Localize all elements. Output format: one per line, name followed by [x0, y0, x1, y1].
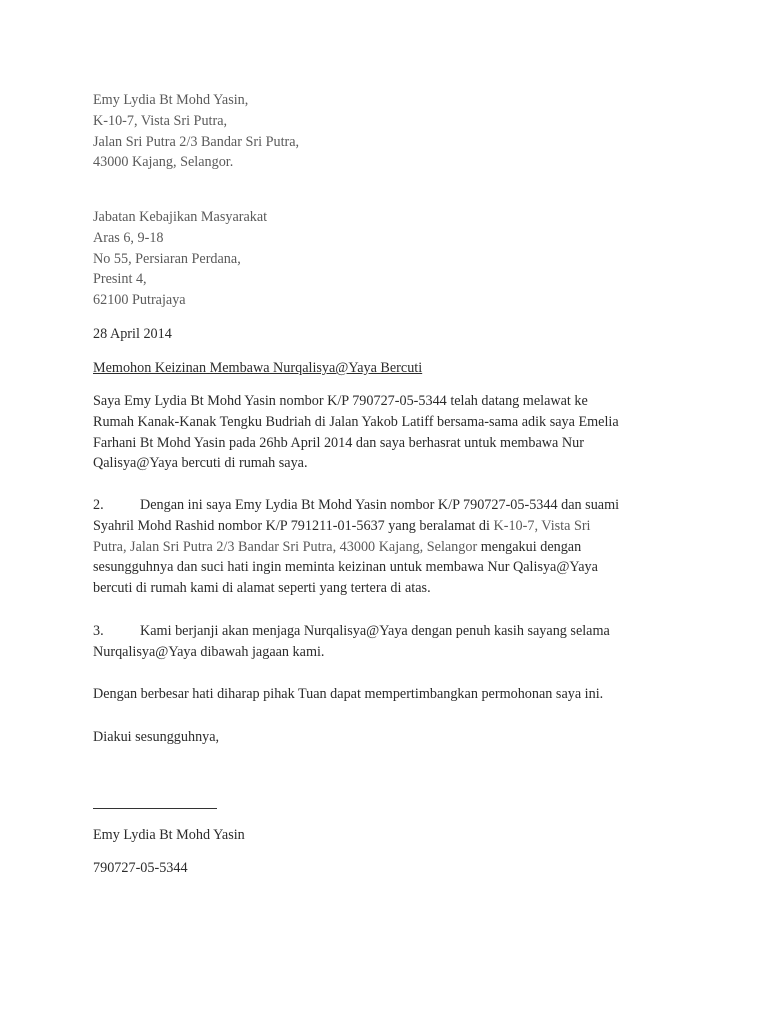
paragraph-line: Nurqalisya@Yaya dibawah jagaan kami.	[93, 643, 325, 660]
signature-ic-text: 790727-05-5344	[93, 860, 188, 876]
paragraph-line: bercuti di rumah kami di alamat seperti yang tertera di atas.	[93, 580, 431, 597]
paragraph-line: Dengan ini saya Emy Lydia Bt Mohd Yasin nombor K/P 790727-05-5344 dan suami	[140, 497, 620, 513]
paragraph-line: Rumah Kanak-Kanak Tengku Budriah di Jalan Yakob Latiff bersama-sama adik saya Emelia	[93, 413, 619, 430]
paragraph-1	[93, 391, 683, 474]
signature-ic	[93, 858, 683, 879]
paragraph-3	[93, 621, 683, 663]
paragraph-line: Saya Emy Lydia Bt Mohd Yasin nombor K/P 790727-05-5344 telah datang melawat ke	[93, 393, 588, 409]
recipient-line: Presint 4,	[93, 271, 147, 288]
letter-subject	[93, 358, 683, 379]
subject-text: Memohon Keizinan Membawa Nurqalisya@Yaya Bercuti	[93, 360, 423, 376]
closing-text: Diakui sesungguhnya,	[93, 729, 220, 745]
paragraph-line: Farhani Bt Mohd Yasin pada 26hb April 2014 dan saya berhasrat untuk membawa Nur	[93, 434, 584, 451]
paragraph-number: 2.	[93, 497, 104, 513]
closing-request	[93, 684, 683, 705]
highlighted-address: Putra, Jalan Sri Putra 2/3 Bandar Sri Putra, 43000 Kajang, Selangor	[93, 538, 478, 555]
signature-line	[93, 808, 217, 809]
signature-name-text: Emy Lydia Bt Mohd Yasin	[93, 827, 245, 843]
recipient-line: No 55, Persiaran Perdana,	[93, 250, 241, 267]
signature-name	[93, 825, 683, 846]
closing	[93, 727, 683, 748]
sender-address	[93, 90, 683, 173]
recipient-address	[93, 207, 683, 311]
recipient-line: Jabatan Kebajikan Masyarakat	[93, 209, 268, 225]
paragraph-line: Syahril Mohd Rashid nombor K/P 791211-01-5637 yang beralamat di	[93, 517, 494, 534]
closing-request-text: Dengan berbesar hati diharap pihak Tuan dapat mempertimbangkan permohonan saya ini.	[93, 686, 604, 702]
paragraph-2	[93, 495, 683, 599]
paragraph-line: Qalisya@Yaya bercuti di rumah saya.	[93, 455, 308, 472]
recipient-line: 62100 Putrajaya	[93, 292, 186, 309]
paragraph-line: sesungguhnya dan suci hati ingin meminta keizinan untuk membawa Nur Qalisya@Yaya	[93, 559, 598, 576]
letter-date	[93, 324, 683, 345]
sender-line: Emy Lydia Bt Mohd Yasin,	[93, 92, 249, 108]
date-text: 28 April 2014	[93, 326, 172, 342]
highlighted-address: K-10-7, Vista Sri	[493, 517, 591, 534]
recipient-line: Aras 6, 9-18	[93, 229, 164, 246]
paragraph-line: Kami berjanji akan menjaga Nurqalisya@Yaya dengan penuh kasih sayang selama	[140, 623, 610, 639]
sender-line: 43000 Kajang, Selangor.	[93, 154, 234, 171]
sender-line: Jalan Sri Putra 2/3 Bandar Sri Putra,	[93, 133, 300, 150]
sender-line: K-10-7, Vista Sri Putra,	[93, 112, 228, 129]
paragraph-number: 3.	[93, 623, 104, 639]
paragraph-line: mengakui dengan	[477, 538, 582, 555]
